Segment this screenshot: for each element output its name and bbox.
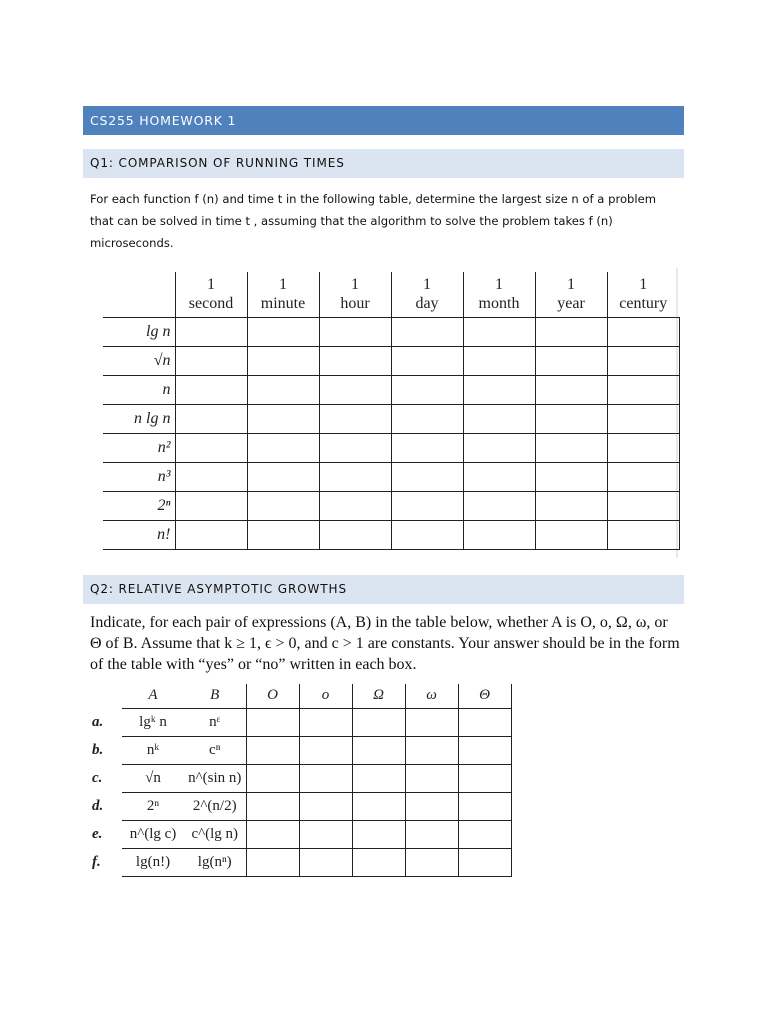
- row-label: f.: [92, 853, 101, 870]
- answer-cell[interactable]: [463, 520, 535, 549]
- expression-a: n^(lg c): [122, 820, 184, 848]
- answer-cell[interactable]: [299, 764, 352, 792]
- answer-cell[interactable]: [175, 462, 247, 491]
- function-label: n: [103, 375, 175, 404]
- function-label: n³: [103, 462, 175, 491]
- column-header: o: [299, 684, 352, 708]
- answer-cell[interactable]: [405, 848, 458, 876]
- answer-cell[interactable]: [319, 375, 391, 404]
- answer-cell[interactable]: [458, 820, 511, 848]
- column-unit: month: [478, 295, 520, 313]
- answer-cell[interactable]: [463, 317, 535, 346]
- answer-cell[interactable]: [463, 346, 535, 375]
- column-unit: hour: [340, 295, 370, 313]
- q1-instructions: For each function f (n) and time t in the following table, determine the largest size n of a problem that can be solved in time t , assuming that the algorithm to solve the problem takes f (n) microseconds.: [90, 192, 657, 250]
- answer-cell[interactable]: [319, 317, 391, 346]
- column-unit: minute: [260, 295, 306, 313]
- column-header-second: [175, 272, 247, 317]
- column-number: 1: [279, 276, 287, 294]
- answer-cell[interactable]: [352, 708, 405, 736]
- function-label: √n: [103, 346, 175, 375]
- expression-b: cⁿ: [184, 736, 246, 764]
- answer-cell[interactable]: [535, 433, 607, 462]
- column-header-day: [391, 272, 463, 317]
- answer-cell[interactable]: [391, 404, 463, 433]
- answer-cell[interactable]: [352, 792, 405, 820]
- column-number: 1: [207, 276, 215, 294]
- column-number: 1: [423, 276, 431, 294]
- table-row: [92, 820, 511, 848]
- answer-cell[interactable]: [607, 346, 679, 375]
- answer-cell[interactable]: [247, 520, 319, 549]
- column-header-hour: [319, 272, 391, 317]
- expression-a: nᵏ: [122, 736, 184, 764]
- answer-cell[interactable]: [535, 404, 607, 433]
- answer-cell[interactable]: [391, 491, 463, 520]
- answer-cell[interactable]: [458, 708, 511, 736]
- column-header: B: [184, 684, 246, 708]
- column-header-century: [607, 272, 679, 317]
- column-header: O: [246, 684, 299, 708]
- answer-cell[interactable]: [247, 317, 319, 346]
- column-number: 1: [567, 276, 575, 294]
- answer-cell[interactable]: [352, 736, 405, 764]
- answer-cell[interactable]: [607, 317, 679, 346]
- column-header: A: [148, 687, 158, 704]
- column-unit: century: [619, 295, 668, 313]
- column-header: Θ: [458, 684, 511, 708]
- answer-cell[interactable]: [247, 462, 319, 491]
- answer-cell[interactable]: [319, 491, 391, 520]
- answer-cell[interactable]: [247, 375, 319, 404]
- answer-cell[interactable]: [391, 317, 463, 346]
- answer-cell[interactable]: [247, 404, 319, 433]
- answer-cell[interactable]: [319, 346, 391, 375]
- column-header: ω: [405, 684, 458, 708]
- answer-cell[interactable]: [391, 375, 463, 404]
- table-row: [103, 317, 679, 346]
- column-unit: year: [557, 295, 585, 313]
- answer-cell[interactable]: [391, 462, 463, 491]
- function-label: n!: [103, 520, 175, 549]
- answer-cell[interactable]: [391, 433, 463, 462]
- answer-cell[interactable]: [247, 346, 319, 375]
- column-number: 1: [351, 276, 359, 294]
- answer-cell[interactable]: [175, 520, 247, 549]
- row-label-header: [92, 684, 122, 708]
- answer-cell[interactable]: [463, 491, 535, 520]
- expression-b: lg(nⁿ): [184, 848, 246, 876]
- column-unit: day: [415, 295, 439, 313]
- table-row: [92, 792, 511, 820]
- row-label: a.: [92, 713, 104, 730]
- answer-cell[interactable]: [175, 433, 247, 462]
- answer-cell[interactable]: [299, 820, 352, 848]
- answer-cell[interactable]: [458, 764, 511, 792]
- table-row: [92, 736, 511, 764]
- answer-cell[interactable]: [535, 317, 607, 346]
- q2-heading: Q2: RELATIVE ASYMPTOTIC GROWTHS: [83, 575, 684, 604]
- answer-cell[interactable]: [463, 375, 535, 404]
- answer-cell[interactable]: [535, 462, 607, 491]
- function-label: n lg n: [103, 404, 175, 433]
- table-row: [103, 433, 679, 462]
- answer-cell[interactable]: [247, 433, 319, 462]
- answer-cell[interactable]: [175, 317, 247, 346]
- answer-cell[interactable]: [319, 433, 391, 462]
- answer-cell[interactable]: [463, 462, 535, 491]
- table-row: [103, 462, 679, 491]
- expression-b: c^(lg n): [184, 820, 246, 848]
- answer-cell[interactable]: [405, 708, 458, 736]
- answer-cell[interactable]: [463, 433, 535, 462]
- answer-cell[interactable]: [405, 736, 458, 764]
- answer-cell[interactable]: [299, 708, 352, 736]
- column-header: Ω: [352, 684, 405, 708]
- expression-a: lgᵏ n: [122, 708, 184, 736]
- answer-cell[interactable]: [246, 792, 299, 820]
- answer-cell[interactable]: [535, 491, 607, 520]
- answer-cell[interactable]: [535, 520, 607, 549]
- column-number: 1: [639, 276, 648, 294]
- homework-title: CS255 HOMEWORK 1: [83, 106, 684, 135]
- answer-cell[interactable]: [535, 346, 607, 375]
- answer-cell[interactable]: [246, 736, 299, 764]
- function-label: 2ⁿ: [103, 491, 175, 520]
- answer-cell[interactable]: [319, 462, 391, 491]
- answer-cell[interactable]: [175, 404, 247, 433]
- answer-cell[interactable]: [458, 736, 511, 764]
- answer-cell[interactable]: [607, 375, 679, 404]
- answer-cell[interactable]: [405, 764, 458, 792]
- column-header-month: [463, 272, 535, 317]
- answer-cell[interactable]: [246, 764, 299, 792]
- row-label: c.: [92, 769, 103, 786]
- row-label: e.: [92, 825, 103, 842]
- answer-cell[interactable]: [405, 820, 458, 848]
- row-label: b.: [92, 741, 104, 758]
- answer-cell[interactable]: [535, 375, 607, 404]
- table-row: [92, 764, 511, 792]
- answer-cell[interactable]: [352, 848, 405, 876]
- answer-cell[interactable]: [463, 404, 535, 433]
- table-row: [103, 520, 679, 549]
- function-label: n²: [103, 433, 175, 462]
- answer-cell[interactable]: [175, 375, 247, 404]
- answer-cell[interactable]: [319, 404, 391, 433]
- answer-cell[interactable]: [391, 346, 463, 375]
- answer-cell[interactable]: [607, 520, 679, 549]
- answer-cell[interactable]: [607, 433, 679, 462]
- answer-cell[interactable]: [607, 491, 679, 520]
- q1-heading: Q1: COMPARISON OF RUNNING TIMES: [83, 149, 684, 178]
- answer-cell[interactable]: [607, 404, 679, 433]
- column-header-year: [535, 272, 607, 317]
- column-unit: second: [188, 295, 234, 313]
- answer-cell[interactable]: [299, 792, 352, 820]
- answer-cell[interactable]: [352, 820, 405, 848]
- answer-cell[interactable]: [246, 820, 299, 848]
- answer-cell[interactable]: [391, 520, 463, 549]
- table-row: [103, 346, 679, 375]
- table-row: [103, 375, 679, 404]
- answer-cell[interactable]: [175, 346, 247, 375]
- function-label: lg n: [103, 317, 175, 346]
- table-corner: [103, 272, 175, 317]
- answer-cell[interactable]: [319, 520, 391, 549]
- table-row: [92, 708, 511, 736]
- expression-a: lg(n!): [122, 848, 184, 876]
- answer-cell[interactable]: [458, 792, 511, 820]
- row-label: d.: [92, 797, 104, 814]
- answer-cell[interactable]: [352, 764, 405, 792]
- answer-cell[interactable]: [246, 708, 299, 736]
- expression-b: 2^(n/2): [184, 792, 246, 820]
- table-row: [92, 848, 511, 876]
- answer-cell[interactable]: [405, 792, 458, 820]
- answer-cell[interactable]: [299, 736, 352, 764]
- answer-cell[interactable]: [175, 491, 247, 520]
- answer-cell[interactable]: [299, 848, 352, 876]
- table-row: [103, 491, 679, 520]
- column-header-minute: [247, 272, 319, 317]
- column-number: 1: [495, 276, 503, 294]
- answer-cell[interactable]: [247, 491, 319, 520]
- q2-instructions: Indicate, for each pair of expressions (A, B) in the table below, whether A is O, o, Ω, ω, or Θ of B. Assume that k ≥ 1, ϵ > 0, and c > 1 are constants. Your answer should be in the form of the table with “yes” or “no” written in each box.: [90, 614, 680, 673]
- answer-cell[interactable]: [458, 848, 511, 876]
- table-row: [103, 404, 679, 433]
- expression-b: nᵋ: [184, 708, 246, 736]
- expression-b: n^(sin n): [184, 764, 246, 792]
- answer-cell[interactable]: [607, 462, 679, 491]
- answer-cell[interactable]: [246, 848, 299, 876]
- running-times-table: [103, 272, 680, 550]
- expression-a: √n: [122, 764, 184, 792]
- expression-a: 2ⁿ: [122, 792, 184, 820]
- asymptotic-growth-table: [92, 684, 512, 877]
